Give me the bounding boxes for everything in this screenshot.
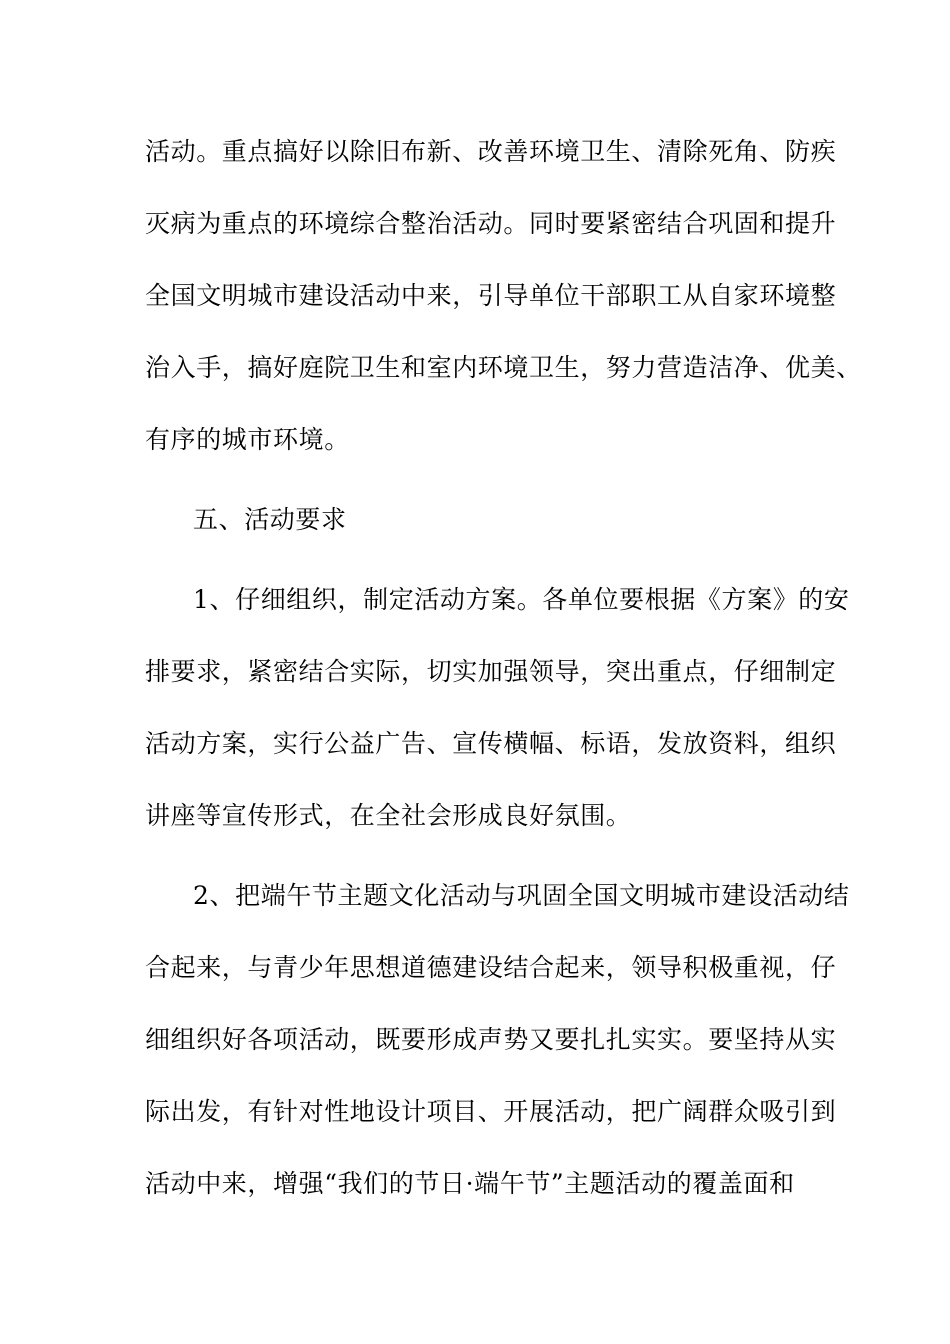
text-line: 合起来，与青少年思想道德建设结合起来，领导积极重视，仔 bbox=[145, 953, 837, 982]
paragraph-start: 1、仔细组织，制定活动方案。各单位要根据《方案》的安 bbox=[193, 585, 850, 614]
text-line: 灭病为重点的环境综合整治活动。同时要紧密结合巩固和提升 bbox=[145, 209, 837, 238]
text-line: 全国文明城市建设活动中来，引导单位干部职工从自家环境整 bbox=[145, 281, 837, 310]
text-line: 活动中来，增强“我们的节日·端午节”主题活动的覆盖面和 bbox=[145, 1169, 795, 1198]
paragraph-start: 2、把端午节主题文化活动与巩固全国文明城市建设活动结 bbox=[193, 881, 850, 910]
text-line: 活动方案，实行公益广告、宣传横幅、标语，发放资料，组织 bbox=[145, 729, 837, 758]
text-line: 细组织好各项活动，既要形成声势又要扎扎实实。要坚持从实 bbox=[145, 1025, 837, 1054]
text-line: 讲座等宣传形式，在全社会形成良好氛围。 bbox=[145, 801, 632, 830]
text-line: 排要求，紧密结合实际，切实加强领导，突出重点，仔细制定 bbox=[145, 657, 837, 686]
text-line: 际出发，有针对性地设计项目、开展活动，把广阔群众吸引到 bbox=[145, 1097, 837, 1126]
text-line: 活动。重点搞好以除旧布新、改善环境卫生、清除死角、防疾 bbox=[145, 137, 837, 166]
text-line: 有序的城市环境。 bbox=[145, 425, 350, 454]
section-heading: 五、活动要求 bbox=[193, 505, 347, 534]
text-line: 治入手，搞好庭院卫生和室内环境卫生，努力营造洁净、优美、 bbox=[145, 353, 862, 382]
